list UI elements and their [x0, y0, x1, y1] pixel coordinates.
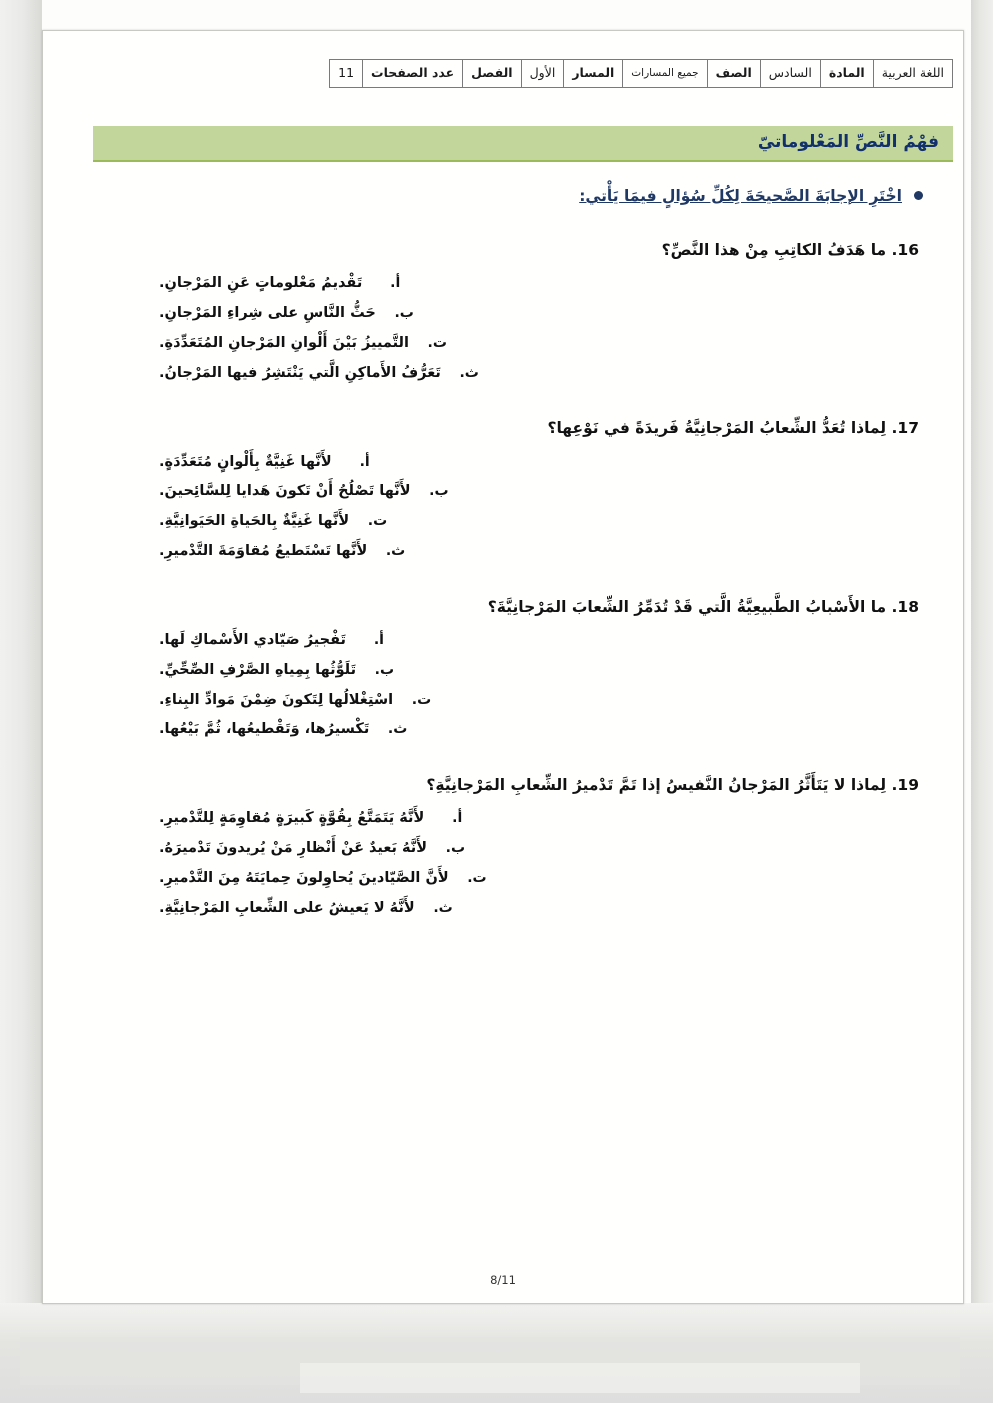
- header-label-term: الفصل: [463, 60, 521, 88]
- option-text: تَلَوُّثُها بِمِياهِ الصَّرْفِ الصِّحِّيِّ.: [159, 661, 357, 678]
- option-letter: أ.: [359, 453, 370, 470]
- option-row[interactable]: [99, 864, 929, 894]
- options-list: [99, 448, 929, 567]
- option-row[interactable]: [99, 329, 929, 359]
- options-list: [99, 269, 929, 388]
- option-row[interactable]: [99, 299, 929, 329]
- option-letter: ب.: [374, 661, 395, 678]
- scan-edge-right: [971, 0, 993, 1403]
- option-letter: ث.: [433, 899, 453, 916]
- option-letter: ث.: [459, 364, 479, 381]
- header-value-pagecount: 11: [330, 60, 363, 88]
- options-list: [99, 626, 929, 745]
- option-row[interactable]: [99, 894, 929, 924]
- questions-list: [99, 236, 929, 949]
- option-row[interactable]: [99, 656, 929, 686]
- option-row[interactable]: [99, 834, 929, 864]
- option-row[interactable]: [99, 477, 929, 507]
- question-text: لِماذا تُعَدُّ الشِّعابُ المَرْجانِيَّةُ فَريدَةً في نَوْعِها؟: [547, 419, 887, 438]
- option-row[interactable]: [99, 686, 929, 716]
- question-text: ما الأَسْبابُ الطَّبيعِيَّةُ الَّتي قَدْ تُدَمِّرُ الشِّعابَ المَرْجانِيَّةَ؟: [487, 597, 887, 616]
- question-block: [99, 771, 929, 923]
- option-row[interactable]: [99, 715, 929, 745]
- question-block: [99, 414, 929, 566]
- option-text: تَعَرُّفُ الأَماكِنِ الَّتي يَنْتَشِرُ فيها المَرْجانُ.: [159, 364, 441, 381]
- option-letter: أ.: [452, 810, 463, 827]
- option-letter: أ.: [373, 632, 384, 649]
- option-text: اسْتِغْلالُها لِتَكونَ ضِمْنَ مَوادِّ البِناءِ.: [159, 691, 394, 708]
- header-value-subject: اللغة العربية: [873, 60, 952, 88]
- option-text: لأَنَّهُ يَتَمَتَّعُ بِقُوَّةٍ كَبيرَةٍ مُقاوِمَةٍ لِلتَّدْميرِ.: [159, 810, 425, 827]
- header-label-pagecount: عدد الصفحات: [363, 60, 463, 88]
- option-row[interactable]: [99, 537, 929, 567]
- option-text: لأَنَّها غَنِيَّةٌ بِالحَياةِ الحَيَوانِيَّةِ.: [159, 513, 350, 530]
- options-list: [99, 804, 929, 923]
- option-text: حَثُّ النَّاسِ على شِراءِ المَرْجانِ.: [159, 305, 376, 322]
- option-text: تَكْسيرُها، وَتَقْطيعُها، ثُمَّ بَيْعُها.: [159, 721, 370, 738]
- bullet-icon: [914, 191, 923, 200]
- option-row[interactable]: [99, 359, 929, 389]
- option-letter: أ.: [390, 275, 401, 292]
- option-row[interactable]: [99, 269, 929, 299]
- question-stem: [99, 414, 929, 443]
- option-text: تَقْديمُ مَعْلوماتٍ عَنِ المَرْجانِ.: [159, 275, 363, 292]
- question-number: 17.: [891, 419, 919, 438]
- option-text: لأَنَّهُ بَعيدٌ عَنْ أَنْظارِ مَنْ يُريدونَ تَدْميرَهُ.: [159, 840, 428, 857]
- option-letter: ب.: [429, 483, 449, 500]
- option-text: لأَنَّها غَنِيَّةٌ بِأَلْوانٍ مُتَعَدِّدَةٍ.: [159, 453, 332, 470]
- option-row[interactable]: [99, 507, 929, 537]
- header-value-grade: السادس: [760, 60, 820, 88]
- header-value-term: الأول: [521, 60, 564, 88]
- question-stem: [99, 236, 929, 265]
- instruction-text: اخْتَرِ الإجابَةَ الصَّحيحَةَ لِكُلِّ سُؤالٍ فيمَا يَأْتي:: [579, 187, 902, 205]
- document-info-table: [329, 59, 953, 88]
- page-footer: 8/11: [490, 1273, 516, 1287]
- option-letter: ت.: [411, 691, 432, 708]
- scan-edge-left: [0, 0, 42, 1403]
- option-letter: ت.: [367, 513, 388, 530]
- option-letter: ت.: [467, 869, 487, 886]
- option-text: لأَنَّها تَصْلُحُ أَنْ تَكونَ هَدايا لِلسَّائِحينَ.: [159, 483, 411, 500]
- page-title: فهْمُ النَّصِّ المَعْلوماتيّ: [757, 132, 939, 152]
- option-letter: ب.: [394, 305, 414, 322]
- header-label-subject: المادة: [820, 60, 873, 88]
- header-label-track: المسار: [564, 60, 623, 88]
- table-row: [330, 60, 953, 88]
- option-letter: ت.: [427, 334, 447, 351]
- option-letter: ث.: [385, 542, 406, 559]
- option-text: لأَنَّها تَسْتَطيعُ مُقاوَمَةَ التَّدْميرِ.: [159, 542, 368, 559]
- question-stem: [99, 771, 929, 800]
- question-text: لِماذا لا يَتَأَثَّرُ المَرْجانُ النَّفيسُ إذا تَمَّ تَدْميرُ الشِّعابِ المَرْجانِيَّةِ؟: [426, 775, 887, 794]
- header-value-track: جميع المسارات: [623, 60, 707, 88]
- worksheet-sheet: [42, 30, 964, 1304]
- option-text: التَّمييزُ بَيْنَ أَلْوانِ المَرْجانِ المُتَعَدِّدَةِ.: [159, 334, 409, 351]
- option-text: تَفْجيرُ صَيّادي الأَسْماكِ لَها.: [159, 632, 346, 649]
- option-letter: ب.: [445, 840, 466, 857]
- option-letter: ث.: [387, 721, 408, 738]
- section-title-bar: [93, 126, 953, 162]
- option-row[interactable]: [99, 448, 929, 478]
- question-block: [99, 593, 929, 745]
- option-row[interactable]: [99, 804, 929, 834]
- option-row[interactable]: [99, 626, 929, 656]
- question-text: ما هَدَفُ الكاتِبِ مِنْ هذا النَّصِّ؟: [661, 241, 887, 259]
- question-number: 19.: [891, 775, 919, 794]
- header-label-grade: الصف: [707, 60, 760, 88]
- question-number: 16.: [891, 241, 919, 259]
- scan-shadow-band-secondary: [300, 1363, 860, 1393]
- question-stem: [99, 593, 929, 622]
- scan-edge-bottom: [0, 1303, 993, 1403]
- option-text: لأَنَّ الصَّيّادينَ يُحاوِلونَ حِمايَتَهُ مِنَ التَّدْميرِ.: [159, 869, 449, 886]
- option-text: لأَنَّهُ لا يَعيشُ على الشِّعابِ المَرْجانِيَّةِ.: [159, 899, 415, 916]
- question-block: [99, 236, 929, 388]
- question-number: 18.: [891, 597, 919, 616]
- instruction-row: [123, 183, 923, 209]
